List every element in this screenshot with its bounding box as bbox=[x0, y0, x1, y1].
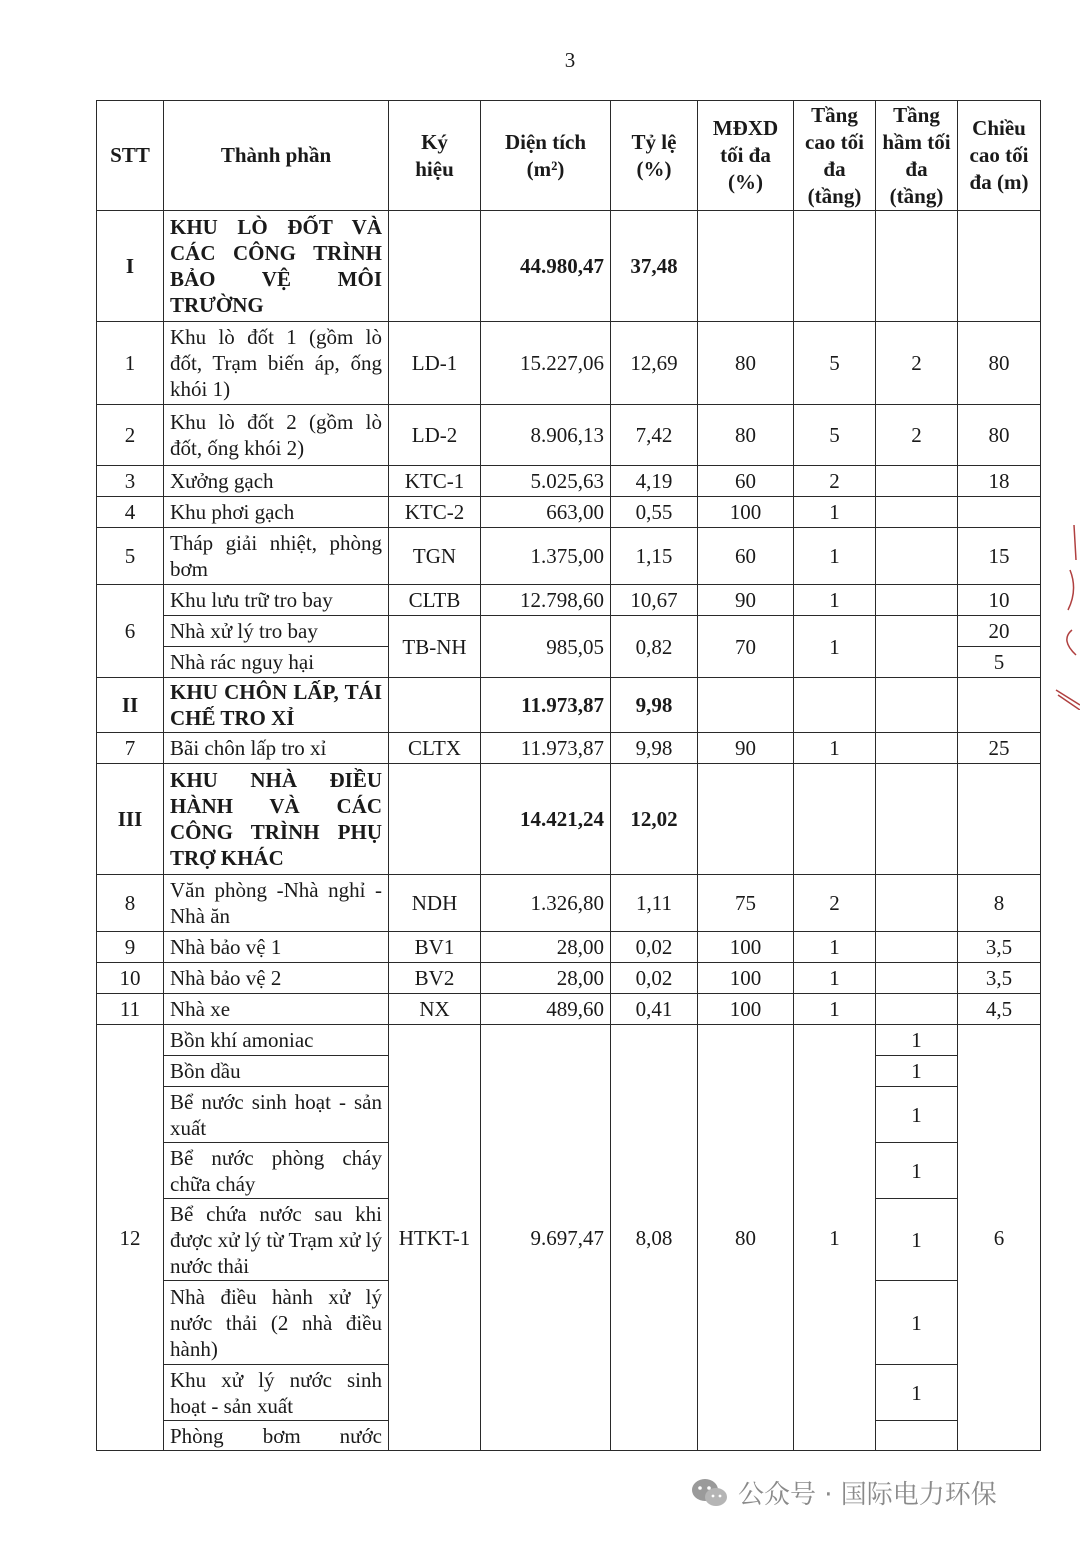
table-row bbox=[97, 994, 1041, 1025]
table-row bbox=[97, 466, 1041, 497]
cell-stt: 6 bbox=[97, 585, 164, 678]
section-area: 11.973,87 bbox=[481, 678, 611, 733]
cell-area: 8.906,13 bbox=[481, 405, 611, 466]
table-row bbox=[97, 322, 1041, 405]
cell-mdxd: 90 bbox=[698, 585, 794, 616]
cell-floors: 2 bbox=[794, 466, 876, 497]
cell-basement: 2 bbox=[876, 405, 958, 466]
cell-height: 8 bbox=[958, 875, 1041, 932]
planning-table bbox=[96, 100, 1041, 1451]
cell-name: Bể nước sinh hoạt - sản xuất bbox=[164, 1087, 389, 1143]
section-area: 14.421,24 bbox=[481, 764, 611, 875]
cell-floors: 5 bbox=[794, 405, 876, 466]
cell-mdxd: 80 bbox=[698, 1025, 794, 1451]
cell-basement bbox=[876, 466, 958, 497]
wechat-icon bbox=[690, 1477, 730, 1509]
table-row bbox=[97, 932, 1041, 963]
cell-name: Khu xử lý nước sinh hoạt - sản xuất bbox=[164, 1365, 389, 1421]
cell-ratio: 12,69 bbox=[611, 322, 698, 405]
cell-height: 5 bbox=[958, 647, 1041, 678]
header-ty-le: Tỷ lệ (%) bbox=[611, 101, 698, 211]
cell-mdxd: 100 bbox=[698, 932, 794, 963]
header-tang-ham: Tầng hầm tối đa (tầng) bbox=[876, 101, 958, 211]
cell-name: Bể nước phòng cháy chữa cháy bbox=[164, 1143, 389, 1199]
table-row bbox=[97, 1025, 1041, 1056]
cell-stt: 8 bbox=[97, 875, 164, 932]
section-row bbox=[97, 678, 1041, 733]
cell-name: Tháp giải nhiệt, phòng bơm bbox=[164, 528, 389, 585]
cell-stt: 3 bbox=[97, 466, 164, 497]
cell-basement: 1 bbox=[876, 1025, 958, 1056]
cell-basement bbox=[876, 528, 958, 585]
cell-area: 11.973,87 bbox=[481, 733, 611, 764]
table-row bbox=[97, 616, 1041, 647]
cell-height: 20 bbox=[958, 616, 1041, 647]
table-row bbox=[97, 497, 1041, 528]
cell-stt: 9 bbox=[97, 932, 164, 963]
section-area: 44.980,47 bbox=[481, 211, 611, 322]
cell-ratio: 7,42 bbox=[611, 405, 698, 466]
cell-code: BV1 bbox=[389, 932, 481, 963]
cell-code: NX bbox=[389, 994, 481, 1025]
section-ratio: 37,48 bbox=[611, 211, 698, 322]
cell-basement bbox=[876, 932, 958, 963]
cell-mdxd: 90 bbox=[698, 733, 794, 764]
cell-basement bbox=[876, 963, 958, 994]
cell-area: 28,00 bbox=[481, 932, 611, 963]
cell-height: 25 bbox=[958, 733, 1041, 764]
cell-basement: 1 bbox=[876, 1199, 958, 1281]
table-row bbox=[97, 963, 1041, 994]
cell-basement: 1 bbox=[876, 1365, 958, 1421]
cell-floors: 1 bbox=[794, 1025, 876, 1451]
table-row bbox=[97, 528, 1041, 585]
cell-code: HTKT-1 bbox=[389, 1025, 481, 1451]
cell-floors: 1 bbox=[794, 528, 876, 585]
cell-area: 5.025,63 bbox=[481, 466, 611, 497]
cell-ratio: 9,98 bbox=[611, 733, 698, 764]
cell-stt: 1 bbox=[97, 322, 164, 405]
section-stt: II bbox=[97, 678, 164, 733]
cell-mdxd: 80 bbox=[698, 405, 794, 466]
page-number: 3 bbox=[564, 48, 576, 72]
cell-basement bbox=[876, 733, 958, 764]
section-ratio: 9,98 bbox=[611, 678, 698, 733]
cell-code: KTC-1 bbox=[389, 466, 481, 497]
table-row bbox=[97, 733, 1041, 764]
cell-code: BV2 bbox=[389, 963, 481, 994]
cell-basement: 1 bbox=[876, 1143, 958, 1199]
header-mdxd: MĐXD tối đa (%) bbox=[698, 101, 794, 211]
header-stt: STT bbox=[97, 101, 164, 211]
section-row bbox=[97, 764, 1041, 875]
cell-area: 489,60 bbox=[481, 994, 611, 1025]
cell-ratio: 0,55 bbox=[611, 497, 698, 528]
cell-height: 10 bbox=[958, 585, 1041, 616]
cell-ratio: 0,02 bbox=[611, 932, 698, 963]
cell-height: 80 bbox=[958, 405, 1041, 466]
cell-stt: 2 bbox=[97, 405, 164, 466]
cell-name: Nhà xe bbox=[164, 994, 389, 1025]
cell-height: 4,5 bbox=[958, 994, 1041, 1025]
cell-code: TB-NH bbox=[389, 616, 481, 678]
cell-stt: 5 bbox=[97, 528, 164, 585]
cell-floors: 1 bbox=[794, 932, 876, 963]
cell-ratio: 1,15 bbox=[611, 528, 698, 585]
cell-code: NDH bbox=[389, 875, 481, 932]
cell-name: Nhà xử lý tro bay bbox=[164, 616, 389, 647]
section-name: KHU CHÔN LẤP, TÁI CHẾ TRO XỈ bbox=[164, 678, 389, 733]
cell-name: Bồn khí amoniac bbox=[164, 1025, 389, 1056]
cell-area: 1.326,80 bbox=[481, 875, 611, 932]
cell-ratio: 4,19 bbox=[611, 466, 698, 497]
cell-ratio: 0,41 bbox=[611, 994, 698, 1025]
cell-height: 18 bbox=[958, 466, 1041, 497]
cell-height: 3,5 bbox=[958, 963, 1041, 994]
cell-code: LD-2 bbox=[389, 405, 481, 466]
cell-mdxd: 60 bbox=[698, 528, 794, 585]
cell-stt: 12 bbox=[97, 1025, 164, 1451]
cell-name: Nhà bảo vệ 1 bbox=[164, 932, 389, 963]
cell-ratio: 1,11 bbox=[611, 875, 698, 932]
cell-basement: 1 bbox=[876, 1281, 958, 1365]
table-row bbox=[97, 585, 1041, 616]
watermark-text: 公众号 · 国际电力环保 bbox=[738, 1480, 997, 1510]
header-dien-tich: Diện tích (m²) bbox=[481, 101, 611, 211]
table-row bbox=[97, 405, 1041, 466]
cell-mdxd: 100 bbox=[698, 497, 794, 528]
cell-name: Khu lưu trữ tro bay bbox=[164, 585, 389, 616]
header-chieu-cao: Chiều cao tối đa (m) bbox=[958, 101, 1041, 211]
cell-area: 28,00 bbox=[481, 963, 611, 994]
cell-ratio: 0,82 bbox=[611, 616, 698, 678]
cell-code: TGN bbox=[389, 528, 481, 585]
cell-stt: 4 bbox=[97, 497, 164, 528]
cell-area: 985,05 bbox=[481, 616, 611, 678]
cell-stt: 11 bbox=[97, 994, 164, 1025]
section-name: KHU LÒ ĐỐT VÀ CÁC CÔNG TRÌNH BẢO VỆ MÔI TRƯỜNG bbox=[164, 211, 389, 322]
cell-name: Nhà điều hành xử lý nước thải (2 nhà điều hành) bbox=[164, 1281, 389, 1365]
cell-basement bbox=[876, 994, 958, 1025]
cell-area: 15.227,06 bbox=[481, 322, 611, 405]
cell-area: 663,00 bbox=[481, 497, 611, 528]
cell-basement: 1 bbox=[876, 1056, 958, 1087]
cell-height: 15 bbox=[958, 528, 1041, 585]
cell-ratio: 10,67 bbox=[611, 585, 698, 616]
cell-area: 1.375,00 bbox=[481, 528, 611, 585]
cell-ratio: 0,02 bbox=[611, 963, 698, 994]
cell-mdxd: 70 bbox=[698, 616, 794, 678]
cell-basement bbox=[876, 875, 958, 932]
section-ratio: 12,02 bbox=[611, 764, 698, 875]
cell-mdxd: 75 bbox=[698, 875, 794, 932]
cell-mdxd: 100 bbox=[698, 994, 794, 1025]
cell-basement: 1 bbox=[876, 1087, 958, 1143]
cell-mdxd: 100 bbox=[698, 963, 794, 994]
cell-height: 3,5 bbox=[958, 932, 1041, 963]
header-thanh-phan: Thành phần bbox=[164, 101, 389, 211]
cell-mdxd: 80 bbox=[698, 322, 794, 405]
cell-name: Nhà rác nguy hại bbox=[164, 647, 389, 678]
cell-basement bbox=[876, 1421, 958, 1451]
cell-basement: 2 bbox=[876, 322, 958, 405]
cell-name: Khu lò đốt 2 (gồm lò đốt, ống khói 2) bbox=[164, 405, 389, 466]
margin-mark-icon bbox=[1052, 520, 1080, 710]
section-stt: I bbox=[97, 211, 164, 322]
cell-code: CLTB bbox=[389, 585, 481, 616]
header-ky-hieu: Ký hiệu bbox=[389, 101, 481, 211]
cell-height: 80 bbox=[958, 322, 1041, 405]
cell-floors: 1 bbox=[794, 733, 876, 764]
cell-floors: 1 bbox=[794, 616, 876, 678]
cell-name: Khu lò đốt 1 (gồm lò đốt, Trạm biến áp, ống khói 1) bbox=[164, 322, 389, 405]
section-name: KHU NHÀ ĐIỀU HÀNH VÀ CÁC CÔNG TRÌNH PHỤ TRỢ KHÁC bbox=[164, 764, 389, 875]
cell-name: Nhà bảo vệ 2 bbox=[164, 963, 389, 994]
cell-floors: 1 bbox=[794, 963, 876, 994]
cell-basement bbox=[876, 497, 958, 528]
cell-floors: 1 bbox=[794, 497, 876, 528]
header-row bbox=[97, 101, 1041, 211]
cell-name: Phòng bơm nước bbox=[164, 1421, 389, 1451]
cell-name: Bãi chôn lấp tro xỉ bbox=[164, 733, 389, 764]
cell-floors: 1 bbox=[794, 994, 876, 1025]
cell-height bbox=[958, 497, 1041, 528]
cell-ratio: 8,08 bbox=[611, 1025, 698, 1451]
cell-code: LD-1 bbox=[389, 322, 481, 405]
cell-stt: 7 bbox=[97, 733, 164, 764]
cell-name: Văn phòng -Nhà nghỉ - Nhà ăn bbox=[164, 875, 389, 932]
section-stt: III bbox=[97, 764, 164, 875]
cell-name: Khu phơi gạch bbox=[164, 497, 389, 528]
table-row bbox=[97, 875, 1041, 932]
cell-floors: 5 bbox=[794, 322, 876, 405]
cell-stt: 10 bbox=[97, 963, 164, 994]
cell-mdxd: 60 bbox=[698, 466, 794, 497]
cell-area: 12.798,60 bbox=[481, 585, 611, 616]
cell-height: 6 bbox=[958, 1025, 1041, 1451]
section-row bbox=[97, 211, 1041, 322]
watermark bbox=[690, 1474, 997, 1511]
cell-name: Bồn dầu bbox=[164, 1056, 389, 1087]
cell-floors: 1 bbox=[794, 585, 876, 616]
cell-floors: 2 bbox=[794, 875, 876, 932]
cell-code: CLTX bbox=[389, 733, 481, 764]
cell-area: 9.697,47 bbox=[481, 1025, 611, 1451]
cell-name: Bể chứa nước sau khi được xử lý từ Trạm xử lý nước thải bbox=[164, 1199, 389, 1281]
cell-code: KTC-2 bbox=[389, 497, 481, 528]
cell-name: Xưởng gạch bbox=[164, 466, 389, 497]
header-tang-cao: Tầng cao tối đa (tầng) bbox=[794, 101, 876, 211]
